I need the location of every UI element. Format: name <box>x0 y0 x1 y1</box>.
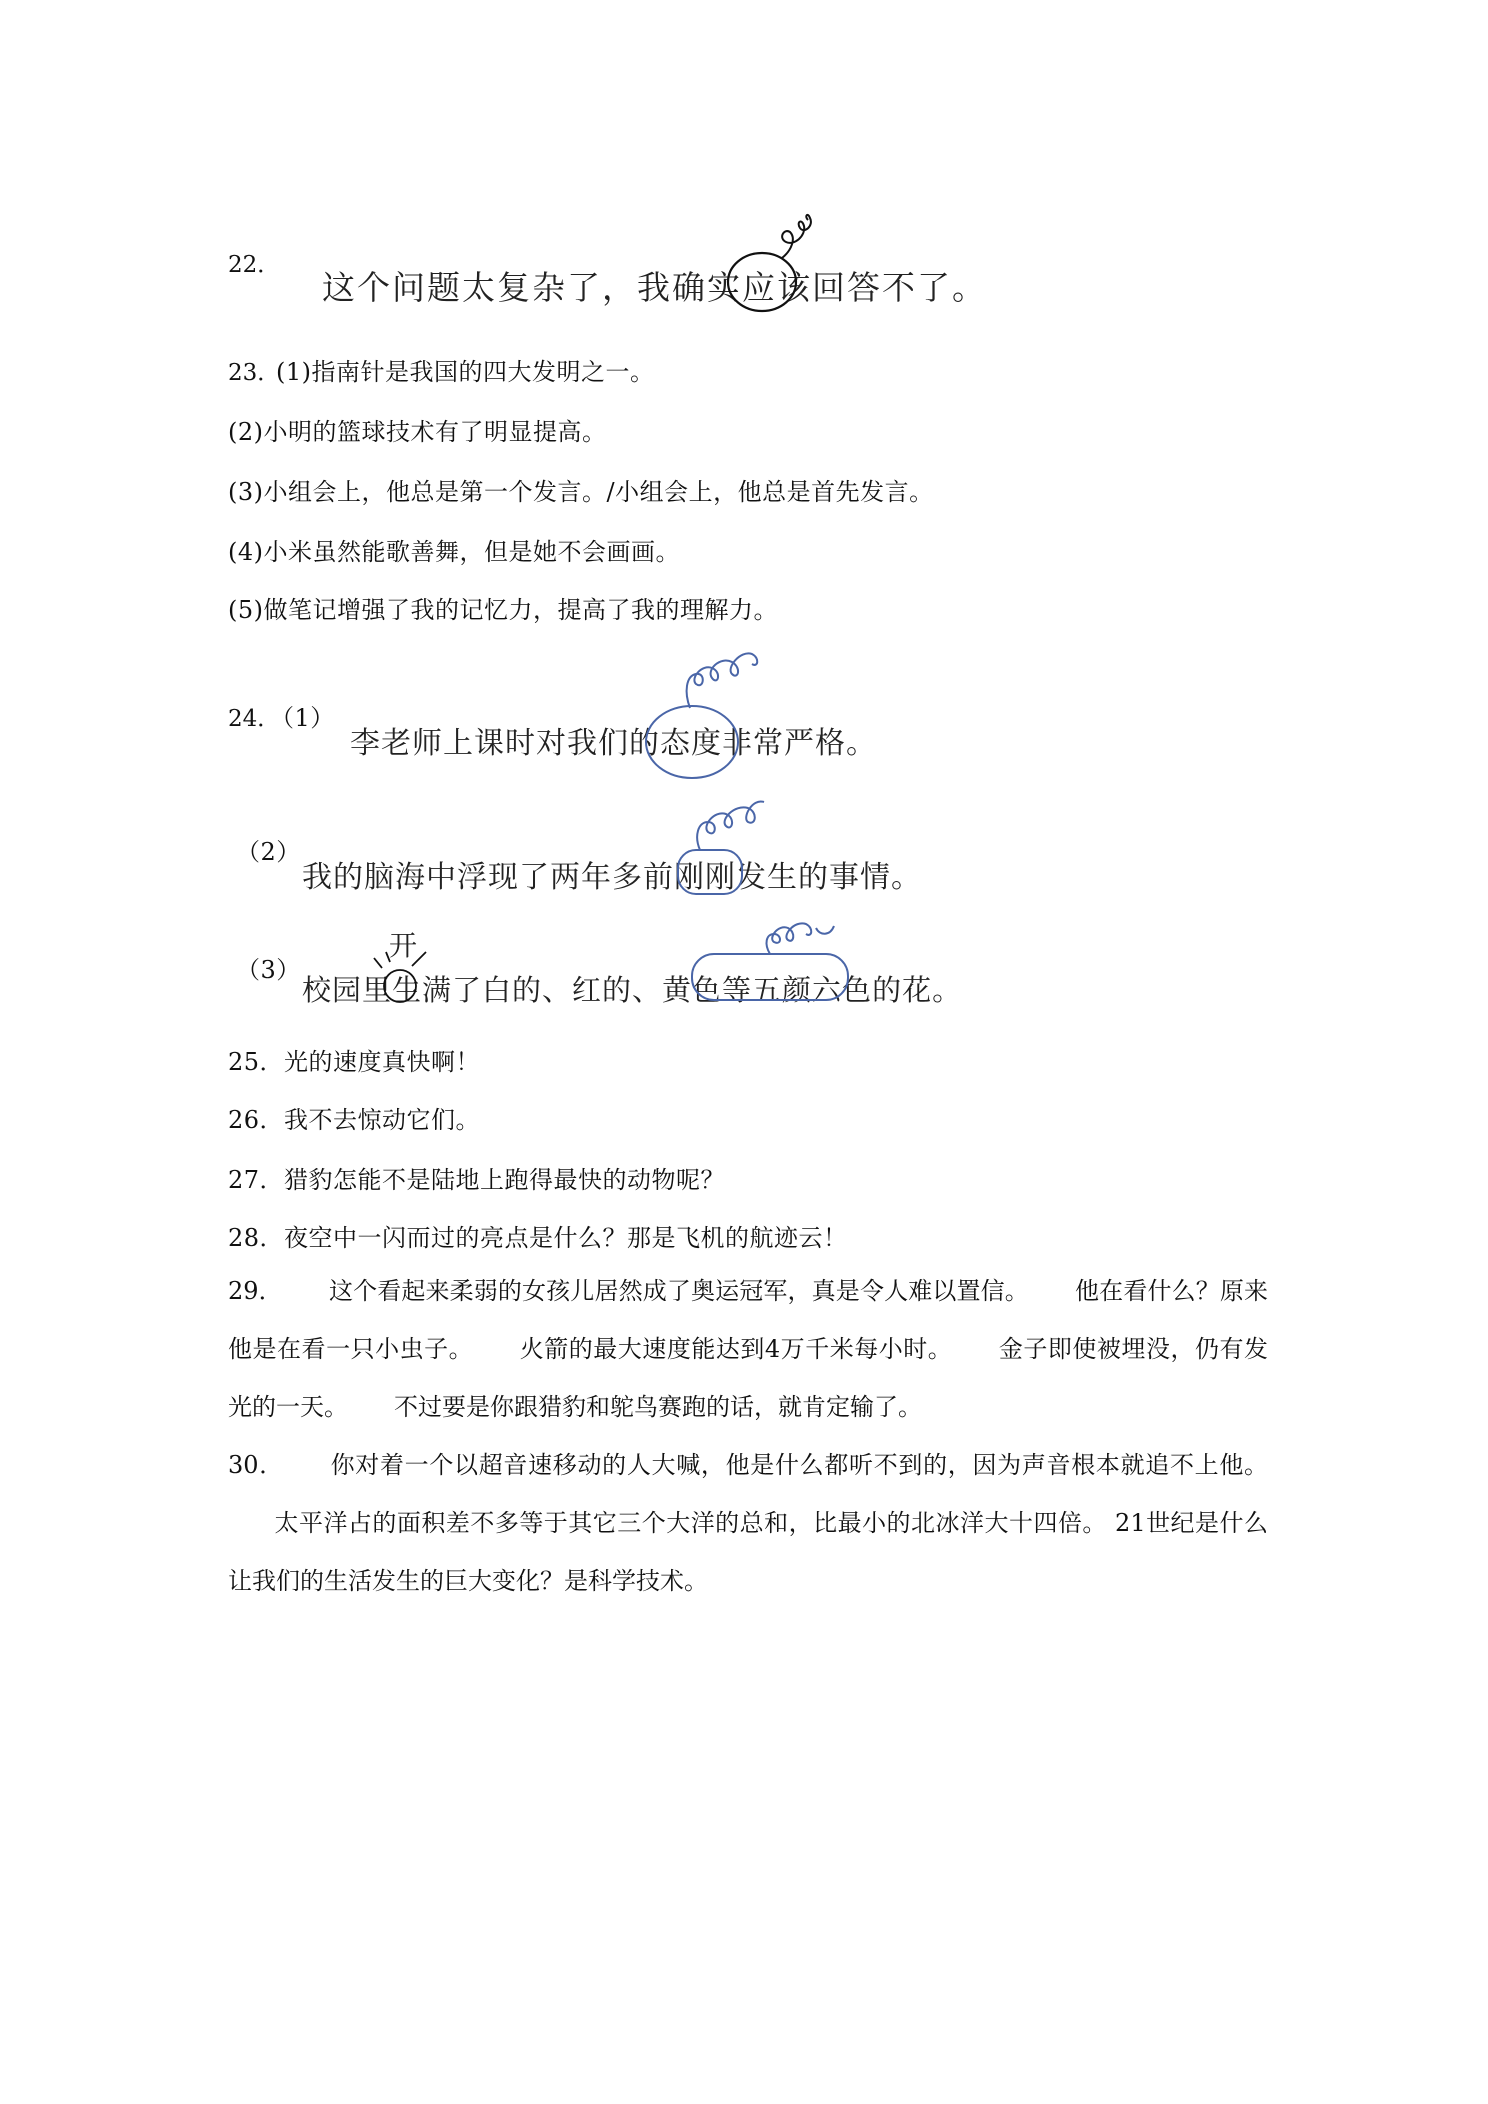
q29-sentence-2: 他在看什么？原来他是在看一只小虫子。 <box>228 1277 1268 1363</box>
q30-number: 30． <box>228 1451 284 1479</box>
q29-sentence-1: 这个看起来柔弱的女孩儿居然成了奥运冠军，真是令人难以置信。 <box>328 1277 1029 1305</box>
q24-item-1-sentence <box>350 718 877 762</box>
q23-number: 23． <box>228 360 281 386</box>
q30-sentence-2: 太平洋占的面积差不多等于其它三个大洋的总和，比最小的北冰洋大十四倍。 <box>274 1509 1107 1537</box>
q29-sentence-5: 不过要是你跟猎豹和鸵鸟赛跑的话，就肯定输了。 <box>394 1393 922 1421</box>
q24-item-3-before: 校园里 <box>302 973 393 1007</box>
q22-text-after: 回答不了。 <box>812 268 987 307</box>
q26-number: 26． <box>228 1106 285 1134</box>
q25-line <box>228 1042 480 1077</box>
q28-number: 28． <box>228 1224 285 1252</box>
q24-item-2-delete-mark-icon <box>670 782 790 902</box>
q24-item-1-label: （1） <box>270 704 335 732</box>
q22-number: 22． <box>228 252 281 278</box>
q24-item-1-deleted: 的态 <box>629 726 691 761</box>
q28-text: 夜空中一闪而过的亮点是什么？那是飞机的航迹云！ <box>284 1224 848 1252</box>
q23-line-1: (1)指南针是我国的四大发明之一。 <box>276 358 655 386</box>
q24-item-3-after: 的花。 <box>872 973 963 1007</box>
q30-sentence-1: 你对着一个以超音速移动的人大喊，他是什么都听不到的，因为声音根本就追不上他。 <box>329 1451 1268 1479</box>
q29-sentence-4: 金子即使被埋没，仍有发光的一天。 <box>228 1335 1269 1421</box>
q30-paragraph <box>228 1436 1268 1610</box>
q24-item-1-delete-mark-icon <box>640 640 790 780</box>
q25-number: 25． <box>228 1048 285 1076</box>
q26-text: 我不去惊动它们。 <box>284 1106 481 1134</box>
q24-number: 24． <box>228 706 281 732</box>
q29-paragraph <box>228 1262 1268 1436</box>
q23-line-4: (4)小米虽然能歌善舞，但是她不会画画。 <box>228 538 680 566</box>
q22-deleted-word: 应该 <box>742 268 812 307</box>
q29-number: 29． <box>228 1277 283 1305</box>
q24-item-3-deleted: 等五颜六色 <box>722 973 873 1007</box>
q27-text: 猎豹怎能不是陆地上跑得最快的动物呢？ <box>284 1166 726 1194</box>
q24-item-3-middle: 满了白的、红的、黄色 <box>422 973 723 1007</box>
q23-line-2: (2)小明的篮球技术有了明显提高。 <box>228 418 607 446</box>
q30-sentence-3: 21世纪是什么让我们的生活发生的巨大变化？是科学技术。 <box>228 1509 1269 1595</box>
q22-sentence <box>322 262 987 309</box>
q24-item-2-label: （2） <box>236 838 301 866</box>
q24-item-1-after: 度非常严格。 <box>691 726 877 761</box>
q23-line-3: (3)小组会上，他总是第一个发言。/小组会上，他总是首先发言。 <box>228 478 934 506</box>
q23-line-5: (5)做笔记增强了我的记忆力，提高了我的理解力。 <box>228 596 778 624</box>
q27-number: 27． <box>228 1166 285 1194</box>
q24-item-2-before: 我的脑海中浮现了两年多前 <box>302 860 674 895</box>
q28-line <box>228 1218 848 1253</box>
q24-item-2-deleted: 刚刚 <box>674 860 736 895</box>
q24-item-1-before: 李老师上课时对我们 <box>350 726 629 761</box>
q24-item-2-sentence <box>302 852 922 896</box>
q24-item-3-delete-mark-icon <box>690 906 860 1016</box>
q22-delete-mark-icon <box>720 212 840 322</box>
q24-item-3-replaced: 生 <box>392 973 423 1007</box>
q26-line <box>228 1100 480 1135</box>
q24-item-3-replace-mark-icon <box>374 940 454 1020</box>
q27-line <box>228 1160 725 1195</box>
q24-item-3-label: （3） <box>236 956 301 984</box>
q24-item-3-insert-char: 开 <box>389 929 419 962</box>
q24-item-2-after: 发生的事情。 <box>736 860 922 895</box>
q29-sentence-3: 火箭的最大速度能达到4万千米每小时。 <box>519 1335 953 1363</box>
q25-text: 光的速度真快啊！ <box>284 1048 481 1076</box>
q22-text-before: 这个问题太复杂了，我确实 <box>322 268 742 307</box>
